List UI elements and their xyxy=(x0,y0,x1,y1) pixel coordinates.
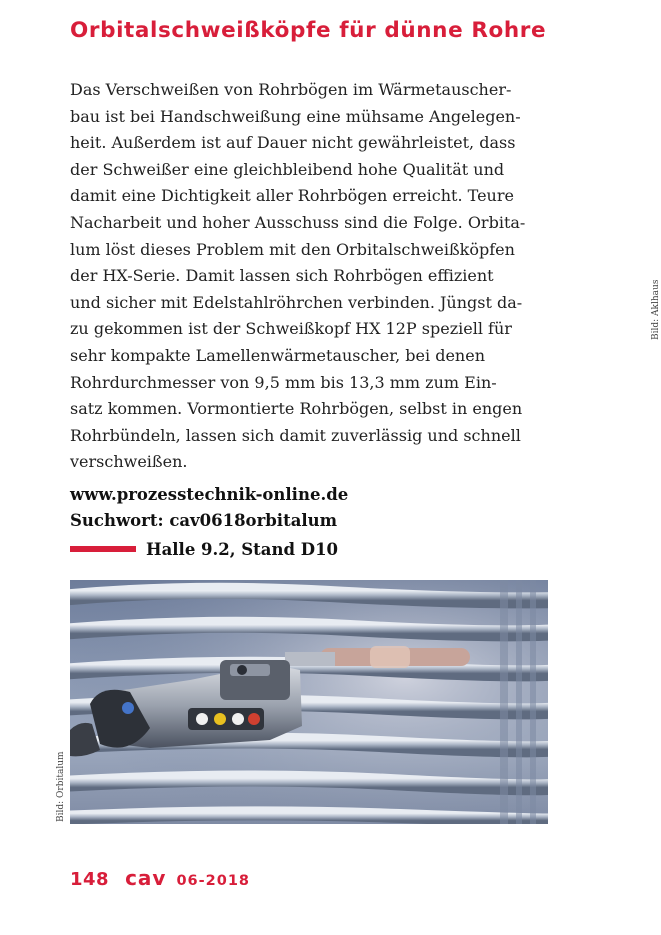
page-footer xyxy=(70,866,250,894)
search-word: Suchwort: cav0618orbitalum xyxy=(70,511,338,530)
body-line: damit eine Dichtigkeit aller Rohrbögen erreicht. Teure xyxy=(70,186,514,206)
body-line: lum löst dieses Problem mit den Orbitalschweißköpfen xyxy=(70,239,515,259)
image-credit-top: Bild: Aklhaus xyxy=(651,279,661,340)
issue-number: 06-2018 xyxy=(176,873,251,889)
booth-info xyxy=(70,536,338,562)
page-number: 148 xyxy=(70,869,110,890)
body-line: Rohrbündeln, lassen sich damit zuverlässig und schnell xyxy=(70,425,521,445)
article-title: Orbitalschweißköpfe für dünne Rohre xyxy=(70,18,547,43)
body-line: heit. Außerdem ist auf Dauer nicht gewährleistet, dass xyxy=(70,133,516,153)
article-references xyxy=(70,482,590,534)
body-line: der HX-Serie. Damit lassen sich Rohrbögen effizient xyxy=(70,266,494,286)
body-line: sehr kompakte Lamellenwärmetauscher, bei denen xyxy=(70,345,485,365)
body-line: verschweißen. xyxy=(70,452,188,472)
body-line: und sicher mit Edelstahlröhrchen verbinden. Jüngst da- xyxy=(70,292,523,312)
body-line: Nacharbeit und hoher Ausschuss sind die Folge. Orbita- xyxy=(70,212,526,232)
booth-marker-bar xyxy=(70,546,136,552)
product-photo xyxy=(70,580,548,824)
magazine-name: cav xyxy=(125,866,167,890)
booth-label: Halle 9.2, Stand D10 xyxy=(146,539,339,559)
welding-head-illustration xyxy=(70,580,548,824)
article-body xyxy=(70,77,570,476)
website-link[interactable]: www.prozesstechnik-online.de xyxy=(70,485,349,504)
image-credit-photo: Bild: Orbitalum xyxy=(56,751,66,822)
body-line: bau ist bei Handschweißung eine mühsame Angelegen- xyxy=(70,106,521,126)
body-line: zu gekommen ist der Schweißkopf HX 12P speziell für xyxy=(70,319,512,339)
body-line: Das Verschweißen von Rohrbögen im Wärmetauscher- xyxy=(70,80,512,99)
body-line: Rohrdurchmesser von 9,5 mm bis 13,3 mm zum Ein- xyxy=(70,372,497,392)
body-line: satz kommen. Vormontierte Rohrbögen, selbst in engen xyxy=(70,399,523,419)
body-line: der Schweißer eine gleichbleibend hohe Qualität und xyxy=(70,159,505,179)
